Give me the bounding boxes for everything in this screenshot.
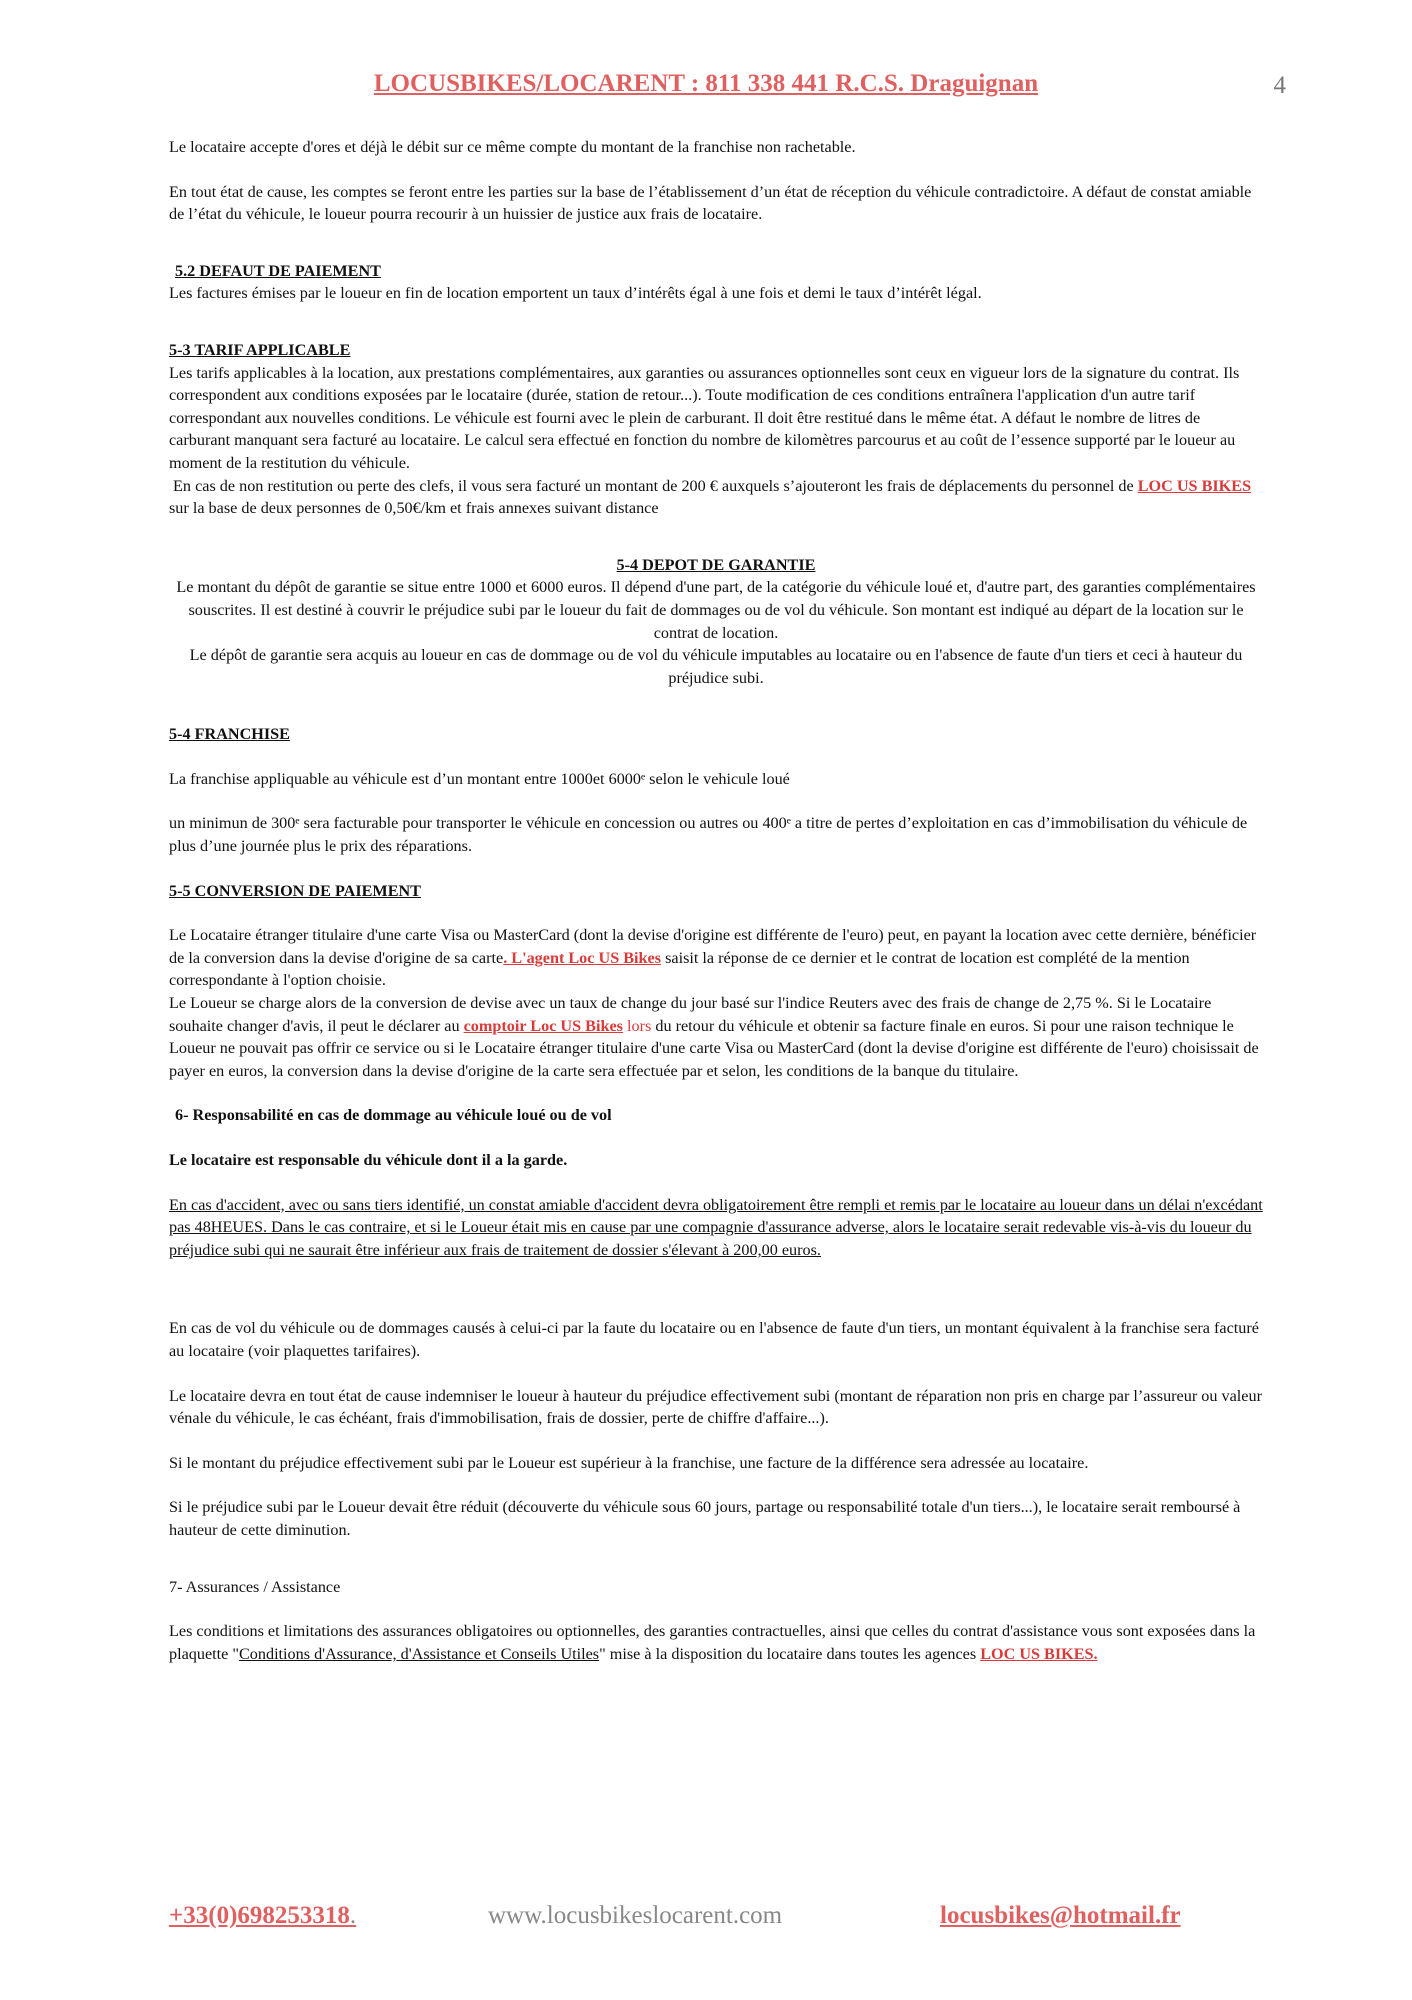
brand-loc-us-bikes-agences: LOC US BIKES. xyxy=(980,1644,1098,1663)
paragraph-prejudice-superieur: Si le montant du préjudice effectivement subi par le Loueur est supérieur à la franchise, une facture de la différence sera adressée au locataire. xyxy=(169,1453,1089,1472)
link-conditions-assurance[interactable]: Conditions d'Assurance, d'Assistance et Conseils Utiles xyxy=(238,1644,600,1663)
paragraph-assurances xyxy=(169,1620,1263,1665)
section-title-depot-garantie: 5-4 DEPOT DE GARANTIE xyxy=(616,555,816,574)
paragraph-depot-garantie-acquis: Le dépôt de garantie sera acquis au loueur en cas de dommage ou de vol du véhicule imputables au locataire ou en l'absence de faute d'un tiers et ceci à hauteur du préjudice subi. xyxy=(189,646,1243,687)
paragraph-conversion-carte xyxy=(169,924,1263,992)
document-body xyxy=(169,136,1263,1665)
section-title-franchise: 5-4 FRANCHISE xyxy=(169,725,290,744)
paragraph-vol-dommages: En cas de vol du véhicule ou de dommages causés à celui-ci par la faute du locataire ou en l'absence de faute d'un tiers, un montant équivalent à la franchise sera facturé au locataire (voir plaquettes tarifaires). xyxy=(169,1319,1259,1360)
section-title-responsabilite: 6- Responsabilité en cas de dommage au véhicule loué ou de vol xyxy=(175,1106,612,1125)
devise-text-a: Le Loueur se charge alors de la conversion de devise avec un taux de change du jour basé sur l'indice Reuters avec des frais de change de 2,75 %. Si le Locataire souhaite changer d'avis, il peut le déclarer au xyxy=(169,994,1212,1035)
footer-website-link[interactable]: www.locusbikeslocarent.com xyxy=(488,1902,783,1929)
paragraph-perte-clefs xyxy=(169,475,1263,520)
brand-loc-us-bikes: LOC US BIKES xyxy=(1137,476,1252,495)
paragraph-franchise-minimum: un minimun de 300ᵉ sera facturable pour transporter le véhicule en concession ou autres ou 400ᵉ a titre de pertes d’exploitation en cas d’immobilisation du véhicule de plus d’une journée plus le prix des réparations. xyxy=(169,814,1248,856)
paragraph-conversion-devise xyxy=(169,992,1263,1082)
section-title-conversion-paiement: 5-5 CONVERSION DE PAIEMENT xyxy=(169,881,421,900)
footer-phone-link[interactable] xyxy=(169,1902,356,1930)
paragraph-indemnisation: Le locataire devra en tout état de cause indemniser le loueur à hauteur du préjudice effectivement subi (montant de réparation non pris en charge par l’assureur ou valeur vénale du véhicule, le cas échéant, frais d'immobilisation, frais de dossier, perte de chiffre d'affaire...). xyxy=(169,1386,1262,1428)
paragraph-etat-reception: En tout état de cause, les comptes se feront entre les parties sur la base de l’établissement d’un état de réception du véhicule contradictoire. A défaut de constat amiable de l’état du véhicule, le loueur pourra recourir à un huissier de justice aux frais de locataire. xyxy=(169,182,1252,224)
brand-comptoir-loc-us-bikes: comptoir Loc US Bikes xyxy=(463,1016,623,1035)
perte-clefs-text-b: sur la base de deux personnes de 0,50€/km et frais annexes suivant distance xyxy=(169,499,659,518)
section-title-tarif-applicable: 5-3 TARIF APPLICABLE xyxy=(169,340,351,359)
page-footer xyxy=(0,1902,1412,1942)
section-title-defaut-paiement: 5.2 DEFAUT DE PAIEMENT xyxy=(175,261,381,280)
paragraph-constat-accident: En cas d'accident, avec ou sans tiers identifié, un constat amiable d'accident devra obligatoirement être rempli et remis par le locataire au loueur dans un délai n'excédant pas 48HEUES. Dans le cas contraire, et si le Loueur était mis en cause par une compagnie d'assurance adverse, alors le locataire serait redevable vis-à-vis du loueur du préjudice subi qui ne saurait être inférieur aux frais de traitement de dossier s'élevant à 200,00 euros. xyxy=(169,1195,1263,1259)
footer-phone[interactable]: +33(0)698253318 xyxy=(169,1902,350,1929)
assurances-text-a: Les conditions et limitations des assurances obligatoires ou optionnelles, des garanties contractuelles, ainsi que celles du contrat d'assistance vous sont exposées dans la plaquette " xyxy=(169,1622,1256,1663)
perte-clefs-text-a: En cas de non restitution ou perte des clefs, il vous sera facturé un montant de 200 € auxquels s’ajouteront les frais de déplacements du personnel de xyxy=(173,476,1138,495)
brand-agent-loc-us-bikes: . L'agent Loc US Bikes xyxy=(503,948,662,967)
conversion-text-a: Le Locataire étranger titulaire d'une carte Visa ou MasterCard (dont la devise d'origine est différente de l'euro) peut, en payant la location avec cette dernière, bénéficier de la conversion dans la devise d'origine de sa carte xyxy=(169,926,1257,967)
assurances-text-b: " mise à la disposition du locataire dans toutes les agences xyxy=(599,1644,981,1663)
paragraph-defaut-paiement: Les factures émises par le loueur en fin de location emportent un taux d’intérêts égal à une fois et demi le taux d’intérêt légal. xyxy=(169,284,982,303)
paragraph-tarif-applicable: Les tarifs applicables à la location, aux prestations complémentaires, aux garanties ou assurances optionnelles sont ceux en vigueur lors de la signature du contrat. Ils correspondent aux conditions exposées par le locataire (durée, station de retour...). Toute modification de ces conditions entraînera l'application d'un autre tarif correspondant aux nouvelles conditions. Le véhicule est fourni avec le plein de carburant. Il doit être restitué dans le même état. A défaut le nombre de litres de carburant manquant sera facturé au locataire. Le calcul sera effectué en fonction du nombre de kilomètres parcourus et au coût de l’essence supporté par le loueur au moment de la restitution du véhicule. xyxy=(169,363,1240,472)
paragraph-responsable-garde: Le locataire est responsable du véhicule dont il a la garde. xyxy=(169,1151,568,1169)
footer-email-link[interactable]: locusbikes@hotmail.fr xyxy=(940,1902,1181,1929)
section-title-assurances: 7- Assurances / Assistance xyxy=(169,1577,341,1596)
paragraph-prejudice-reduit: Si le préjudice subi par le Loueur devait être réduit (découverte du véhicule sous 60 jours, partage ou responsabilité totale d'un tiers...), le locataire serait remboursé à hauteur de cette diminution. xyxy=(169,1498,1241,1539)
devise-text-lors: lors xyxy=(622,1016,652,1035)
conversion-text-b: saisit la réponse de ce dernier et le contrat de location est complété de la mention correspondante à l'option choisie. xyxy=(169,948,1190,990)
footer-phone-dot: . xyxy=(349,1902,357,1929)
paragraph-franchise-montant: La franchise appliquable au véhicule est d’un montant entre 1000et 6000ᵉ selon le vehicule loué xyxy=(169,769,790,788)
paragraph-depot-garantie-montant: Le montant du dépôt de garantie se situe entre 1000 et 6000 euros. Il dépend d'une part, de la catégorie du véhicule loué et, d'autre part, des garanties complémentaires souscrites. Il est destiné à couvrir le préjudice subi par le loueur du fait de dommages ou de vol du véhicule. Son montant est indiqué au départ de la location sur le contrat de location. xyxy=(176,578,1256,642)
paragraph-franchise-debit: Le locataire accepte d'ores et déjà le débit sur ce même compte du montant de la franchise non rachetable. xyxy=(169,138,856,156)
page-header-title: LOCUSBIKES/LOCARENT : 811 338 441 R.C.S. Draguignan xyxy=(373,70,1039,97)
devise-text-b: du retour du véhicule et obtenir sa facture finale en euros. Si pour une raison technique le Loueur ne pouvait pas offrir ce service ou si le Locataire étranger titulaire d'une carte Visa ou MasterCard (dont la devise d'origine est différente de l'euro) choisissait de payer en euros, la conversion dans la devise d'origine de la carte sera effectuée par et selon, les conditions de la banque du titulaire. xyxy=(169,1016,1259,1080)
page-number: 4 xyxy=(1273,72,1286,99)
